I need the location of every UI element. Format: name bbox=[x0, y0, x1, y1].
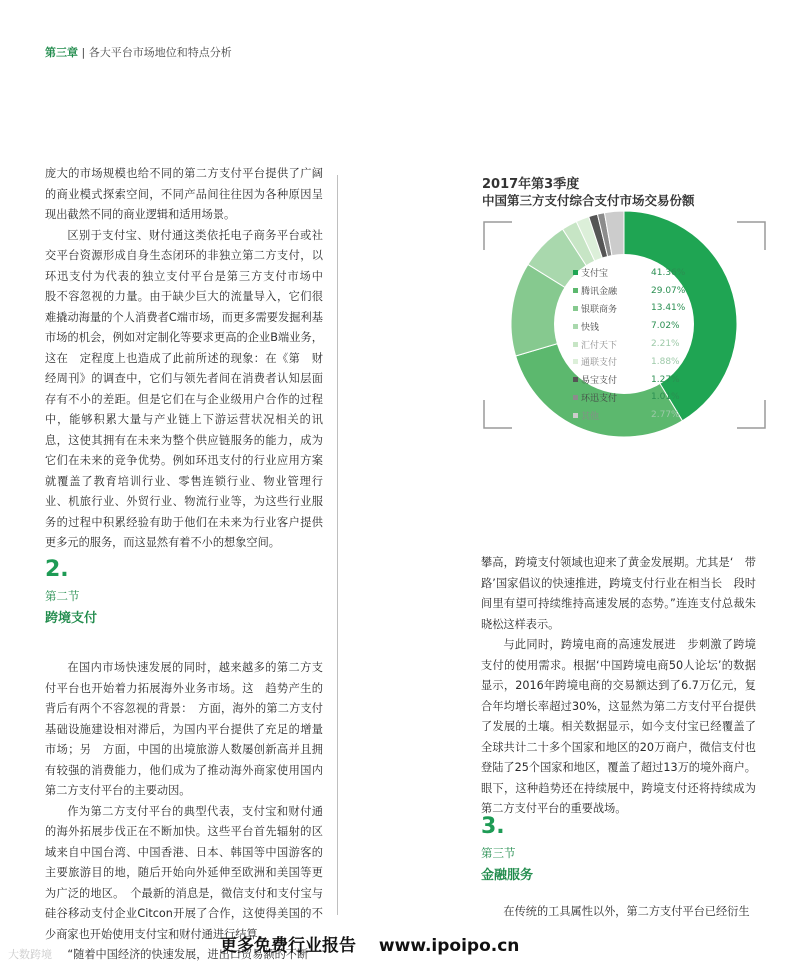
section-3-title: 金融服务 bbox=[481, 868, 534, 883]
legend-swatch bbox=[573, 306, 578, 311]
paragraph: 区别于支付宝、财付通这类依托电子商务平台或社交平台资源形成自身生态闭环的非独立第二方支付，以环迅支付为代表的独立支付平台是第三方支付市场中 股不容忽视的力量。由于缺少巨大的流量导入，它们很难撬动海量的个人消费者C端市场，而更多需要发掘利基市场的机会，例如对定制化等要求更高的企业B端业务，这在 定程度上也造成了此前所述的现象：在《第 财经周刊》的调查中，它们与领先者间在消费者认知层面存有不小的差距。但是它们在与企业级用户合作的过程中，能够积累大量与产业链上下游运营状况相关的讯息，这使其拥有在未来为整个供应链服务的能力，成为它们在未来的竞争优势。例如环迅支付的行业应用方案就覆盖了教育培训行业、零售连锁行业、物业管理行业、机旅行业、外贸行业、物流行业等，为这些行业服务的过程中积累经验有助于他们在未来为行业客户提供更多元的服务，而这显然有着不小的想象空间。 bbox=[45, 228, 335, 549]
legend-label: 环迅支付 bbox=[581, 393, 618, 404]
legend-swatch bbox=[573, 377, 578, 382]
legend-swatch bbox=[573, 359, 578, 364]
watermark: 大数跨境 bbox=[8, 948, 52, 961]
section-3-number: 3. bbox=[481, 814, 505, 839]
legend-value: 2.77% bbox=[651, 410, 680, 421]
paragraph: 作为第二方支付平台的典型代表，支付宝和财付通的海外拓展步伐正在不断加快。这些平台首先辐射的区域来自中国台湾、中国香港、日本、韩国等中国游客的主要旅游目的地，随后开始向外延伸至欧洲和美国等更为广泛的地区。 个最新的消息是，微信支付和支付宝与硅谷移动支付企业Citcon开展了合作，这使得美国的不少商家也开始使用支付宝和财付通进行结算。 bbox=[45, 804, 323, 941]
legend-item bbox=[573, 300, 685, 318]
legend-item bbox=[573, 353, 685, 371]
section-2-sub: 第二节 bbox=[45, 589, 80, 603]
paragraph: “随着中国经济的快速发展，进出口贸易额的不断 bbox=[67, 948, 309, 961]
legend-swatch bbox=[573, 324, 578, 329]
chapter-title: 各大平台市场地位和特点分析 bbox=[88, 46, 232, 59]
legend-swatch bbox=[573, 270, 578, 275]
chart-legend bbox=[573, 264, 685, 424]
legend-value: 29.07% bbox=[651, 285, 686, 296]
section-2-number: 2. bbox=[45, 557, 69, 582]
section-3-sub: 第三节 bbox=[481, 846, 516, 860]
paragraph: 在传统的工具属性以外，第二方支付平台已经衍生 bbox=[503, 905, 750, 918]
legend-item bbox=[573, 282, 685, 300]
legend-item bbox=[573, 406, 685, 424]
chart-title-line1: 2017年第3季度 bbox=[482, 177, 580, 192]
paragraph: 攀高，跨境支付领域也迎来了黄金发展期。尤其是‘ 带 路’国家倡议的快速推进，跨境支付行业在相当长 段时间里有望可持续维持高速发展的态势。”连连支付总裁朱晓松这样表示。 bbox=[481, 556, 768, 631]
legend-label: 银联商务 bbox=[581, 304, 618, 315]
legend-label: 通联支付 bbox=[581, 358, 618, 369]
legend-swatch bbox=[573, 342, 578, 347]
legend-item bbox=[573, 264, 685, 282]
legend-item bbox=[573, 389, 685, 407]
chapter-number: 第三章 bbox=[45, 46, 78, 59]
paragraph: 与此同时，跨境电商的高速发展进 步刺激了跨境支付的使用需求。根据‘中国跨境电商50人论坛’的数据显示，2016年跨境电商的交易额达到了6.7万亿元，复合年均增长率超过30%，这显然为第二方支付平台提供了发展的土壤。相关数据显示，如今支付宝已经覆盖了全球共计二十多个国家和地区的20万商户，微信支付也登陆了25个国家和地区，覆盖了超过13万的境外商户。眼下，这种趋势还在持续展中，跨境支付还将持续成为第二方支付平台的重要战场。 bbox=[481, 638, 756, 815]
legend-item bbox=[573, 317, 685, 335]
legend-label: 易宝支付 bbox=[581, 376, 618, 387]
legend-swatch bbox=[573, 288, 578, 293]
footer-link[interactable]: 更多免费行业报告 www.ipoipo.cn bbox=[220, 936, 520, 956]
legend-label: 支付宝 bbox=[581, 269, 609, 280]
paragraph: 在国内市场快速发展的同时，越来越多的第二方支付平台也开始着力拓展海外业务市场。这 趋势产生的背后有两个不容忽视的背景： 方面，海外的第二方支付基础设施建设相对滞后，为国内平台提供了充足的增量市场；另 方面，中国的出境旅游人数屡创新高并且拥有较强的消费能力，他们成为了推动海外商家使用国内第二方支付平台的主要动因。 bbox=[45, 661, 323, 797]
right-column-bottom bbox=[481, 902, 756, 923]
legend-value: 1.88% bbox=[651, 356, 680, 367]
legend-label: 腾讯金融 bbox=[581, 287, 618, 298]
chart-title-line2: 中国第三方支付综合支付市场交易份额 bbox=[482, 193, 695, 208]
legend-value: 41.36% bbox=[651, 267, 686, 278]
header-separator: | bbox=[78, 46, 89, 59]
legend-value: 1.27% bbox=[651, 374, 680, 385]
legend-value: 13.41% bbox=[651, 303, 686, 314]
legend-item bbox=[573, 335, 685, 353]
legend-value: 7.02% bbox=[651, 321, 680, 332]
right-column-top bbox=[481, 553, 768, 820]
legend-label: 汇付天下 bbox=[581, 340, 618, 351]
legend-item bbox=[573, 371, 685, 389]
legend-value: 1.01% bbox=[651, 392, 680, 403]
legend-swatch bbox=[573, 395, 578, 400]
legend-swatch bbox=[573, 413, 578, 418]
paragraph: 庞大的市场规模也给不同的第二方支付平台提供了广阔的商业模式探索空间，不同产品间往往因为各种原因呈现出截然不同的商业逻辑和适用场景。 bbox=[45, 167, 323, 221]
legend-value: 2.21% bbox=[651, 339, 680, 350]
legend-label: 其他 bbox=[581, 411, 600, 422]
legend-label: 快钱 bbox=[581, 322, 600, 333]
section-2-title: 跨境支付 bbox=[45, 611, 98, 626]
